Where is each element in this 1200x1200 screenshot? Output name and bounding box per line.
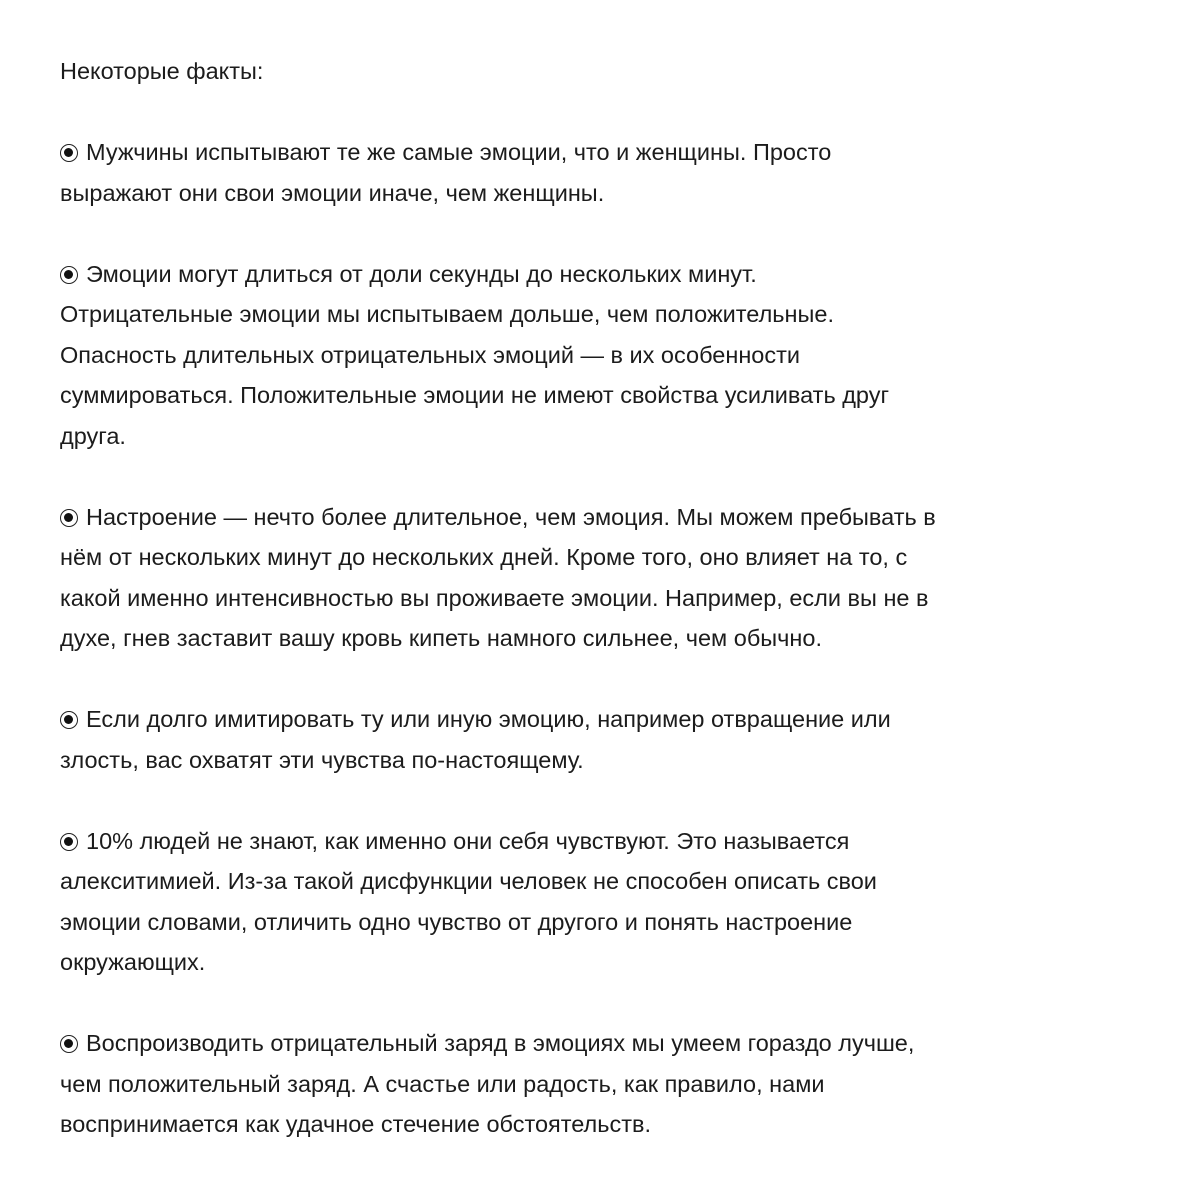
fact-line bbox=[60, 699, 1170, 740]
fact-text: какой именно интенсивностью вы проживаете эмоции. Например, если вы не в bbox=[60, 584, 929, 611]
fact-item bbox=[60, 821, 1170, 983]
fact-text: Настроение — нечто более длительное, чем эмоция. Мы можем пребывать в bbox=[86, 503, 936, 530]
fact-text: 10% людей не знают, как именно они себя чувствуют. Это называется bbox=[86, 827, 850, 854]
fact-line bbox=[60, 1023, 1170, 1064]
fact-text: окружающих. bbox=[60, 949, 206, 975]
fact-text: воспринимается как удачное стечение обстоятельств. bbox=[60, 1111, 652, 1137]
fact-line bbox=[60, 740, 1170, 781]
fact-text: суммироваться. Положительные эмоции не имеют свойства усиливать друг bbox=[60, 382, 890, 408]
facts-list bbox=[60, 132, 1170, 1145]
heading bbox=[60, 51, 1170, 92]
fact-text: злость, вас охватят эти чувства по-настоящему. bbox=[60, 746, 584, 773]
fact-line bbox=[60, 254, 1170, 295]
bullet-icon bbox=[60, 1035, 78, 1053]
fact-text: духе, гнев заставит вашу кровь кипеть намного сильнее, чем обычно. bbox=[60, 625, 822, 651]
fact-line bbox=[60, 1064, 1170, 1105]
fact-line bbox=[60, 173, 1170, 214]
fact-line bbox=[60, 902, 1170, 943]
bullet-icon bbox=[60, 266, 78, 284]
fact-item bbox=[60, 132, 1170, 213]
fact-item bbox=[60, 699, 1170, 780]
fact-text: Эмоции могут длиться от доли секунды до нескольких минут. bbox=[86, 260, 757, 287]
fact-text: Мужчины испытывают те же самые эмоции, что и женщины. Просто bbox=[86, 139, 832, 165]
bullet-icon bbox=[60, 833, 78, 851]
fact-line bbox=[60, 375, 1170, 416]
fact-line bbox=[60, 416, 1170, 457]
fact-line bbox=[60, 618, 1170, 659]
fact-line bbox=[60, 335, 1170, 376]
fact-text: нём от нескольких минут до нескольких дней. Кроме того, оно влияет на то, с bbox=[60, 544, 908, 570]
bullet-icon bbox=[60, 711, 78, 729]
fact-text: Опасность длительных отрицательных эмоций — в их особенности bbox=[60, 341, 801, 368]
fact-line bbox=[60, 942, 1170, 983]
bullet-icon bbox=[60, 509, 78, 527]
fact-text: выражают они свои эмоции иначе, чем женщины. bbox=[60, 179, 605, 206]
fact-text: Отрицательные эмоции мы испытываем дольше, чем положительные. bbox=[60, 301, 835, 327]
fact-text: Воспроизводить отрицательный заряд в эмоциях мы умеем гораздо лучше, bbox=[86, 1030, 915, 1056]
fact-line bbox=[60, 821, 1170, 862]
fact-line bbox=[60, 578, 1170, 619]
fact-line bbox=[60, 1104, 1170, 1145]
fact-line bbox=[60, 537, 1170, 578]
fact-line bbox=[60, 294, 1170, 335]
fact-line bbox=[60, 497, 1170, 538]
fact-text: друга. bbox=[60, 422, 126, 449]
fact-text: эмоции словами, отличить одно чувство от другого и понять настроение bbox=[60, 908, 853, 935]
fact-text: Если долго имитировать ту или иную эмоцию, например отвращение или bbox=[86, 706, 891, 732]
bullet-icon bbox=[60, 144, 78, 162]
fact-line bbox=[60, 132, 1170, 173]
fact-item bbox=[60, 254, 1170, 457]
fact-item bbox=[60, 497, 1170, 659]
fact-text: алекситимией. Из-за такой дисфункции человек не способен описать свои bbox=[60, 868, 877, 894]
fact-line bbox=[60, 861, 1170, 902]
heading-text: Некоторые факты: bbox=[60, 58, 264, 84]
fact-text: чем положительный заряд. А счастье или радость, как правило, нами bbox=[60, 1070, 825, 1097]
document bbox=[60, 51, 1170, 1185]
fact-item bbox=[60, 1023, 1170, 1145]
